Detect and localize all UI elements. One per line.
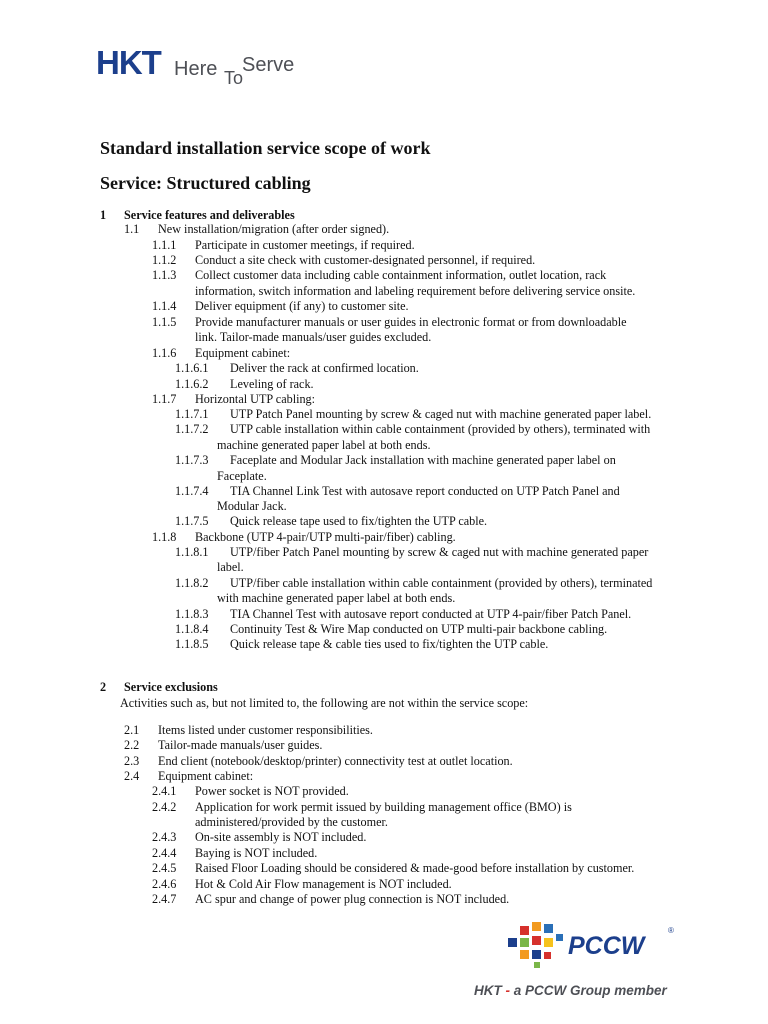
item-number: 1.1.7 <box>152 392 177 406</box>
item-text: Equipment cabinet: <box>158 769 254 783</box>
item-text: Backbone (UTP 4-pair/UTP multi-pair/fiber) cabling. <box>195 530 456 544</box>
item-number: 2.3 <box>124 754 140 768</box>
item-text: Provide manufacturer manuals or user guides in electronic format or from downloadable <box>195 315 627 329</box>
section-heading: Service features and deliverables <box>124 208 295 222</box>
item-number: 1.1.4 <box>152 299 177 313</box>
item-number: 1.1.2 <box>152 253 177 267</box>
item-number: 2.4.2 <box>152 800 177 814</box>
document-title: Standard installation service scope of work <box>100 138 431 158</box>
item-number: 1.1.8.2 <box>175 576 209 590</box>
item-number: 1.1.6.2 <box>175 377 209 391</box>
item-number: 1.1.5 <box>152 315 177 329</box>
pccw-logo <box>508 920 688 970</box>
item-number: 1.1.7.4 <box>175 484 209 498</box>
item-text: Participate in customer meetings, if required. <box>195 238 415 252</box>
item-text: Items listed under customer responsibilities. <box>158 723 373 737</box>
item-number: 1.1.6 <box>152 346 177 360</box>
item-number: 2.4.5 <box>152 861 177 875</box>
item-number: 2.4.4 <box>152 846 177 860</box>
logo-tagline-here: Here <box>174 58 218 80</box>
item-number: 2.1 <box>124 723 140 737</box>
footer-group-tagline <box>474 983 667 998</box>
footer-hkt: HKT <box>474 983 502 998</box>
item-number: 1.1.8 <box>152 530 177 544</box>
item-text: New installation/migration (after order signed). <box>158 222 390 236</box>
section-heading: Service exclusions <box>124 680 218 694</box>
logo-tagline-to: To <box>224 68 244 88</box>
item-text: Faceplate and Modular Jack installation with machine generated paper label on <box>230 453 616 467</box>
item-text: UTP cable installation within cable containment (provided by others), terminated with <box>230 422 651 436</box>
item-number: 1.1.7.2 <box>175 422 209 436</box>
item-number: 1 <box>100 208 107 222</box>
item-text: Equipment cabinet: <box>195 346 291 360</box>
item-text: Activities such as, but not limited to, the following are not within the service scope: <box>120 696 529 710</box>
item-text: UTP/fiber cable installation within cable containment (provided by others), terminated <box>230 576 653 590</box>
pccw-mosaic-icon <box>508 920 568 970</box>
item-text: Deliver the rack at confirmed location. <box>230 361 419 375</box>
item-number: 2.2 <box>124 738 140 752</box>
item-text: Faceplate. <box>217 469 267 483</box>
item-number: 1.1 <box>124 222 140 236</box>
item-text: TIA Channel Test with autosave report conducted at UTP 4-pair/fiber Patch Panel. <box>230 607 632 621</box>
item-text: Power socket is NOT provided. <box>195 784 349 798</box>
logo-tagline-serve: Serve <box>242 54 295 76</box>
item-text: Hot & Cold Air Flow management is NOT included. <box>195 877 452 891</box>
item-text: label. <box>217 560 244 574</box>
item-text: Conduct a site check with customer-designated personnel, if required. <box>195 253 536 267</box>
item-number: 1.1.7.3 <box>175 453 209 467</box>
item-text: Horizontal UTP cabling: <box>195 392 316 406</box>
item-text: UTP Patch Panel mounting by screw & caged nut with machine generated paper label. <box>230 407 652 421</box>
item-number: 1.1.8.4 <box>175 622 209 636</box>
document-subtitle: Service: Structured cabling <box>100 173 311 193</box>
item-text: Deliver equipment (if any) to customer site. <box>195 299 409 313</box>
item-text: Quick release tape used to fix/tighten the UTP cable. <box>230 514 488 528</box>
item-text: Leveling of rack. <box>230 377 314 391</box>
item-number: 1.1.8.1 <box>175 545 209 559</box>
item-text: Continuity Test & Wire Map conducted on UTP multi-pair backbone cabling. <box>230 622 608 636</box>
item-number: 1.1.6.1 <box>175 361 209 375</box>
item-number: 1.1.7.1 <box>175 407 209 421</box>
item-number: 1.1.8.3 <box>175 607 209 621</box>
item-text: Raised Floor Loading should be considered & made-good before installation by customer. <box>195 861 635 875</box>
item-text: Collect customer data including cable containment information, outlet location, rack <box>195 268 607 282</box>
item-number: 1.1.7.5 <box>175 514 209 528</box>
item-number: 2.4.1 <box>152 784 177 798</box>
item-number: 1.1.8.5 <box>175 637 209 651</box>
item-text: Modular Jack. <box>217 499 287 513</box>
item-number: 2.4.7 <box>152 892 177 906</box>
item-text: TIA Channel Link Test with autosave report conducted on UTP Patch Panel and <box>230 484 620 498</box>
item-text: UTP/fiber Patch Panel mounting by screw & caged nut with machine generated paper <box>230 545 649 559</box>
hkt-logo-wordmark: HKT <box>96 44 161 81</box>
item-number: 1.1.3 <box>152 268 177 282</box>
item-number: 2 <box>100 680 107 694</box>
item-text: End client (notebook/desktop/printer) connectivity test at outlet location. <box>158 754 513 768</box>
item-text: administered/provided by the customer. <box>195 815 388 829</box>
item-text: information, switch information and labeling requirement before delivering service onsite. <box>195 284 636 298</box>
item-text: machine generated paper label at both ends. <box>217 438 431 452</box>
footer-tail: a PCCW Group member <box>513 983 667 998</box>
item-text: On-site assembly is NOT included. <box>195 830 367 844</box>
item-number: 1.1.1 <box>152 238 177 252</box>
footer-dash: - <box>505 983 511 998</box>
item-text: with machine generated paper label at both ends. <box>217 591 456 605</box>
item-text: link. Tailor-made manuals/user guides excluded. <box>195 330 432 344</box>
item-text: Tailor-made manuals/user guides. <box>158 738 323 752</box>
item-number: 2.4.6 <box>152 877 177 891</box>
item-number: 2.4 <box>124 769 140 783</box>
pccw-wordmark: PCCW <box>568 932 645 960</box>
item-text: Baying is NOT included. <box>195 846 318 860</box>
item-text: Quick release tape & cable ties used to fix/tighten the UTP cable. <box>230 637 549 651</box>
pccw-registered-mark: ® <box>668 926 674 935</box>
item-text: Application for work permit issued by building management office (BMO) is <box>195 800 572 814</box>
item-text: AC spur and change of power plug connection is NOT included. <box>195 892 510 906</box>
item-number: 2.4.3 <box>152 830 177 844</box>
